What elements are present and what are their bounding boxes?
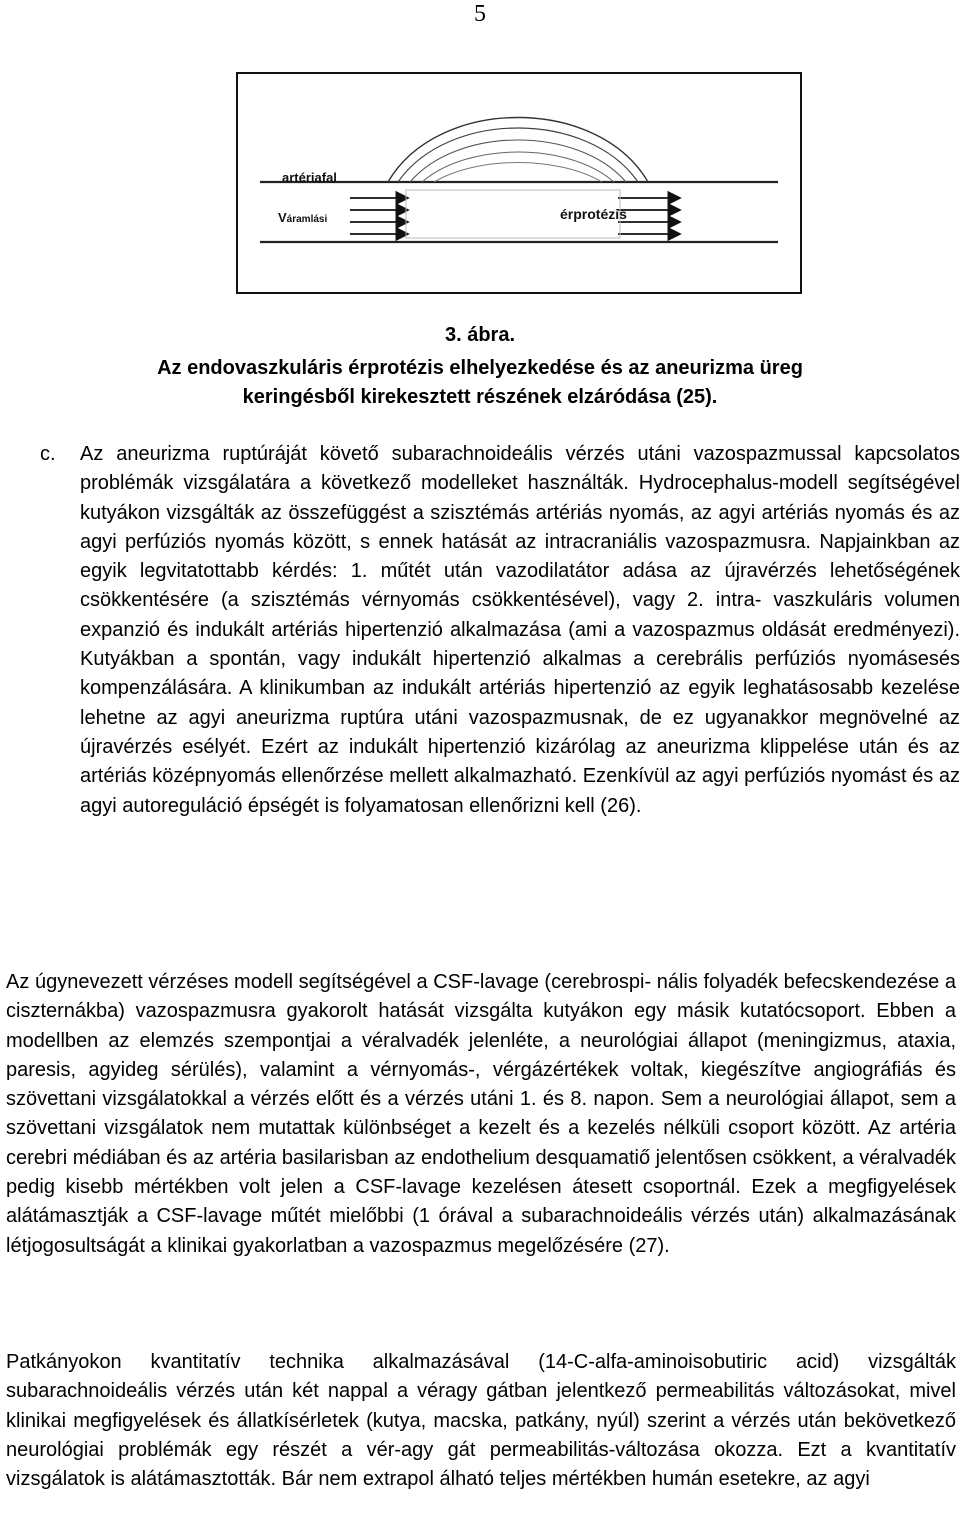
aneurysm-arc-3 [410, 140, 626, 182]
figure-caption-line2: keringésből kirekesztett részének elzáródása (25). [242, 386, 718, 408]
paragraph-csf-lavage: Az úgynevezett vérzéses modell segítségével a CSF-lavage (cerebrospi- nális folyadék befecskendezése a ciszternákba) vazospazmusra gyakorolt hatását vizsgálta kutyákon egy másik kutatócsoport. Ebben a modellben az elemzés szempontjai a véralvadék jelenléte, a neurológiai állapot (meningizmus, ataxia, paresis, agyideg sérülés), valamint a vérnyomás-, vérgázértékek voltak, kiegészítve angiográfiás és szövettani vizsgálatokkal a vérzés előtt és a vérzés utáni 1. és 8. napon. Sem a neurológiai állapot, sem a szövettani vizsgálatok nem mutattak különbséget a kezelt és a kezelés nélküli csoport között. Az artéria cerebri médiában és az artéria basilarisban az endothelium desquamatiő jelentősen csökkent, a véralvadék pedig kisebb mértékben volt jelen a CSF-lavage kezelésen átesett csoportnál. Ezek a megfigyelések alátámasztják a CSF-lavage műtét mielőbbi (1 órával a subarachnoideális vérzés után) alkalmazásának létjogosultságát a klinikai gyakorlatban a vazospazmus megelőzésére (27). [6, 971, 956, 1257]
aneurysm-arc-inner [434, 163, 602, 183]
figure-caption-number: 3. ábra. [444, 324, 516, 346]
label-flow-sub: áramlási [286, 214, 328, 225]
aneurysm-arc-outer [388, 118, 648, 183]
flow-arrows [350, 198, 680, 234]
figure-aneurysm-diagram [236, 72, 802, 294]
label-flow-velocity [278, 210, 327, 228]
list-item-c [40, 440, 960, 821]
label-artery-wall: artériafal [282, 170, 337, 185]
list-item-text: Az aneurizma ruptúráját követő subarachnoideális vérzés utáni vazospazmussal kapcsolatos problémák vizsgálatára a következő modelleket használták. Hydrocephalus-modell segítségével kutyákon vizsgálták az összefüggést a szisztémás artériás nyomás, az agyi artériás nyomás és az agyi perfúziós nyomás között, s ennek hatását az intracraniális vazospazmusra. Napjainkban az egyik legvitatottabb kérdés: 1. műtét után vazodilatátor adása az újravérzés lehetőségének csökkentésére (a szisztémás vérnyomás csökkentésével), vagy 2. intra- vaszkuláris volumen expanzió és indukált artériás hipertenzió alkalmazása (ami a vazospazmus oldását eredményezi). Kutyákban a spontán, vagy indukált hipertenzió alkalmas a cerebrális perfúziós nyomásesés kompenzálására. A klinikumban az indukált artériás hipertenzió az egyik leghatásosabb kezelése lehetne az agyi aneurizma ruptúra utáni vazospazmusnak, de ez ugyanakkor megnövelné az újravérzés esélyét. Ezért az indukált hipertenzió kizárólag az aneurizma klippelése után és az artériás középnyomás ellenőrzése mellett alkalmazható. Ezenkívül az agyi perfúziós nyomást és az agyi autoreguláció épségét is folyamatosan ellenőrizni kell (26). [80, 443, 960, 817]
paragraph-rat-bbb: Patkányokon kvantitatív technika alkalmazásával (14-C-alfa-aminoisobutiric acid) vizsgálták subarachnoideális vérzés után két nappal a véragy gátban jelentkező permeabilitás változásokat, mivel klinikai megfigyelések és állatkísérletek (kutya, macska, patkány, nyúl) szerint a vérzés után bekövetkező neurológiai problémák egy részét a vér-agy gát permeabilitás-változása okozza. Ezt a kvantitatív vizsgálatok is alátámasztották. Bár nem extrapol álható teljes mértékben humán esetekre, az agyi [6, 1351, 956, 1491]
aneurysm-arc-2 [398, 128, 638, 182]
list-marker: c. [40, 443, 56, 465]
figure-caption-line1: Az endovaszkuláris érprotézis elhelyezkedése és az aneurizma üreg [157, 357, 803, 379]
label-flow-main: V [278, 210, 287, 225]
page-number: 5 [474, 1, 486, 27]
label-prosthesis: érprotézis [560, 206, 627, 222]
aneurysm-arc-4 [422, 152, 614, 182]
